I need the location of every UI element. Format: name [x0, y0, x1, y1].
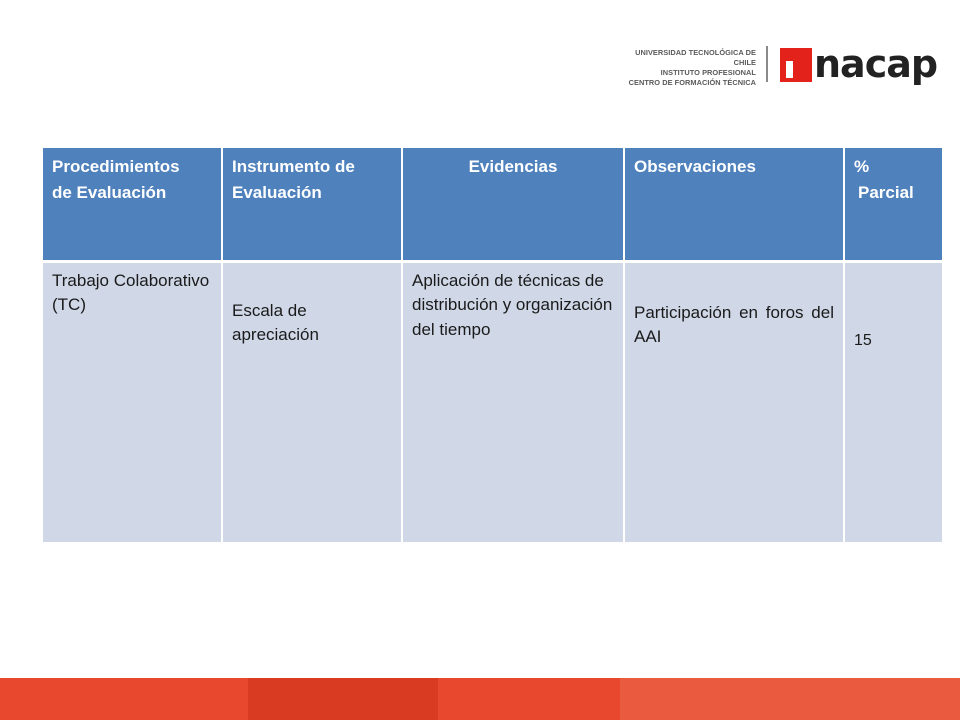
logo-institution-text [618, 48, 756, 88]
logo-line-3: CENTRO DE FORMACIÓN TÉCNICA [628, 78, 756, 87]
logo-wordmark: nacap [814, 42, 938, 86]
cell-evidencias: Aplicación de técnicas de distribución y organización del tiempo [402, 261, 624, 543]
logo-line-2: INSTITUTO PROFESIONAL [660, 68, 756, 77]
header-observaciones: Observaciones [624, 147, 844, 261]
evaluation-table [41, 146, 944, 544]
footer-accent-light [620, 678, 960, 720]
header-instrumento: Instrumento de Evaluación [222, 147, 402, 261]
cell-procedimiento: Trabajo Colaborativo (TC) [42, 261, 222, 543]
header-evidencias: Evidencias [402, 147, 624, 261]
table-row [42, 261, 943, 543]
cell-parcial: 15 [844, 261, 943, 543]
header-procedimientos: Procedimientos de Evaluación [42, 147, 222, 261]
cell-instrumento: Escala de apreciación [222, 261, 402, 543]
logo-separator [766, 46, 768, 82]
institution-logo [618, 42, 938, 94]
table-header-row [42, 147, 943, 261]
logo-line-1: UNIVERSIDAD TECNOLÓGICA DE CHILE [635, 48, 756, 67]
cell-observaciones: Participación en foros del AAI [624, 261, 844, 543]
header-parcial: % Parcial [844, 147, 943, 261]
inacap-mark-icon [780, 48, 812, 82]
footer-accent-dark [248, 678, 438, 720]
